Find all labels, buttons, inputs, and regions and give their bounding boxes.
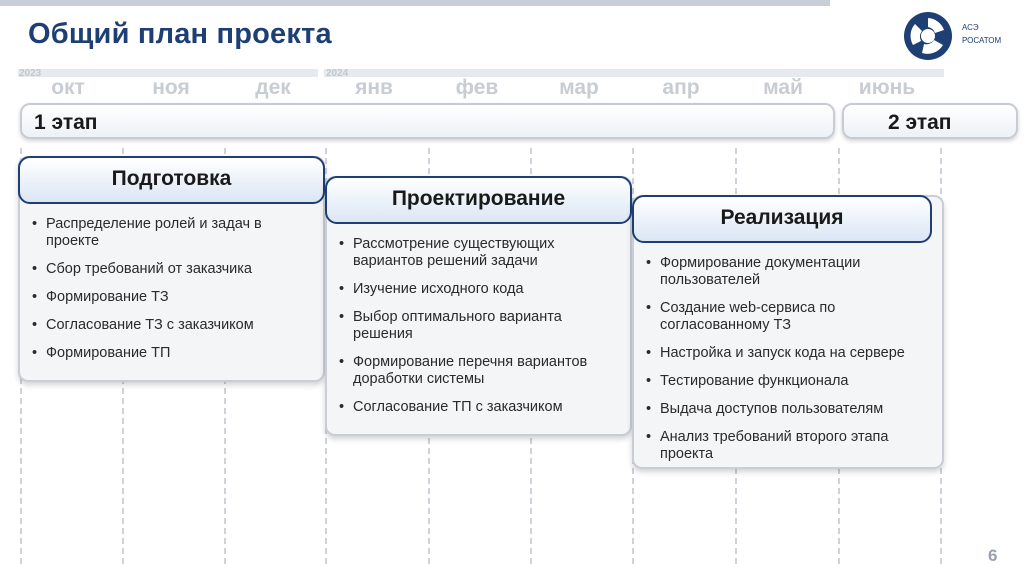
page-number: 6: [988, 546, 998, 565]
list-item: • Настройка и запуск кода на сервере: [644, 345, 934, 362]
month-label: апр: [662, 76, 700, 99]
card-header-implementation: Реализация: [632, 195, 932, 243]
month-label: янв: [355, 76, 393, 99]
list-item: • Рассмотрение существующих вариантов решений задачи: [337, 236, 622, 270]
stage-bar-1: [20, 103, 835, 139]
month-label: июнь: [858, 76, 916, 99]
month-label: фев: [455, 76, 499, 99]
list-item: • Создание web-сервиса по согласованному ТЗ: [644, 300, 934, 334]
list-item: • Сбор требований от заказчика: [30, 261, 315, 278]
card-design: [325, 176, 632, 436]
logo-line-1: АСЭ: [962, 23, 979, 32]
month-axis: [18, 76, 1008, 102]
list-item: • Распределение ролей и задач в проекте: [30, 216, 315, 250]
card-list-implementation: [644, 255, 934, 474]
card-list-preparation: [30, 216, 315, 373]
list-item: • Выдача доступов пользователям: [644, 401, 934, 418]
card-list-design: [337, 236, 622, 427]
stage-label-1: 1 этап: [34, 111, 98, 134]
slide-title: Общий план проекта: [28, 18, 332, 50]
year-label-2024: 2024: [326, 68, 349, 79]
list-item: • Формирование перечня вариантов доработки системы: [337, 354, 622, 388]
company-logo: [902, 10, 1012, 62]
month-label: ноя: [152, 76, 190, 99]
rosatom-logo-icon: [902, 10, 954, 62]
card-preparation: [18, 156, 325, 382]
stage-label-2: 2 этап: [888, 111, 952, 134]
list-item: • Выбор оптимального варианта решения: [337, 309, 622, 343]
list-item: • Формирование ТЗ: [30, 289, 315, 306]
year-label-2023: 2023: [19, 68, 42, 79]
stage-bar-2: [842, 103, 1018, 139]
list-item: • Формирование ТП: [30, 345, 315, 362]
list-item: • Тестирование функционала: [644, 373, 934, 390]
list-item: • Согласование ТЗ с заказчиком: [30, 317, 315, 334]
list-item: • Изучение исходного кода: [337, 281, 622, 298]
month-label: май: [763, 76, 803, 99]
card-implementation: [632, 195, 944, 469]
list-item: • Формирование документации пользователей: [644, 255, 934, 289]
list-item: • Анализ требований второго этапа проекта: [644, 429, 934, 463]
month-label: мар: [559, 76, 599, 99]
top-accent-bar: [0, 0, 830, 6]
month-label: дек: [255, 76, 291, 99]
month-label: окт: [51, 76, 85, 99]
list-item: • Согласование ТП с заказчиком: [337, 399, 622, 416]
logo-line-2: РОСАТОМ: [962, 36, 1002, 45]
card-header-preparation: Подготовка: [18, 156, 325, 204]
card-header-design: Проектирование: [325, 176, 632, 224]
